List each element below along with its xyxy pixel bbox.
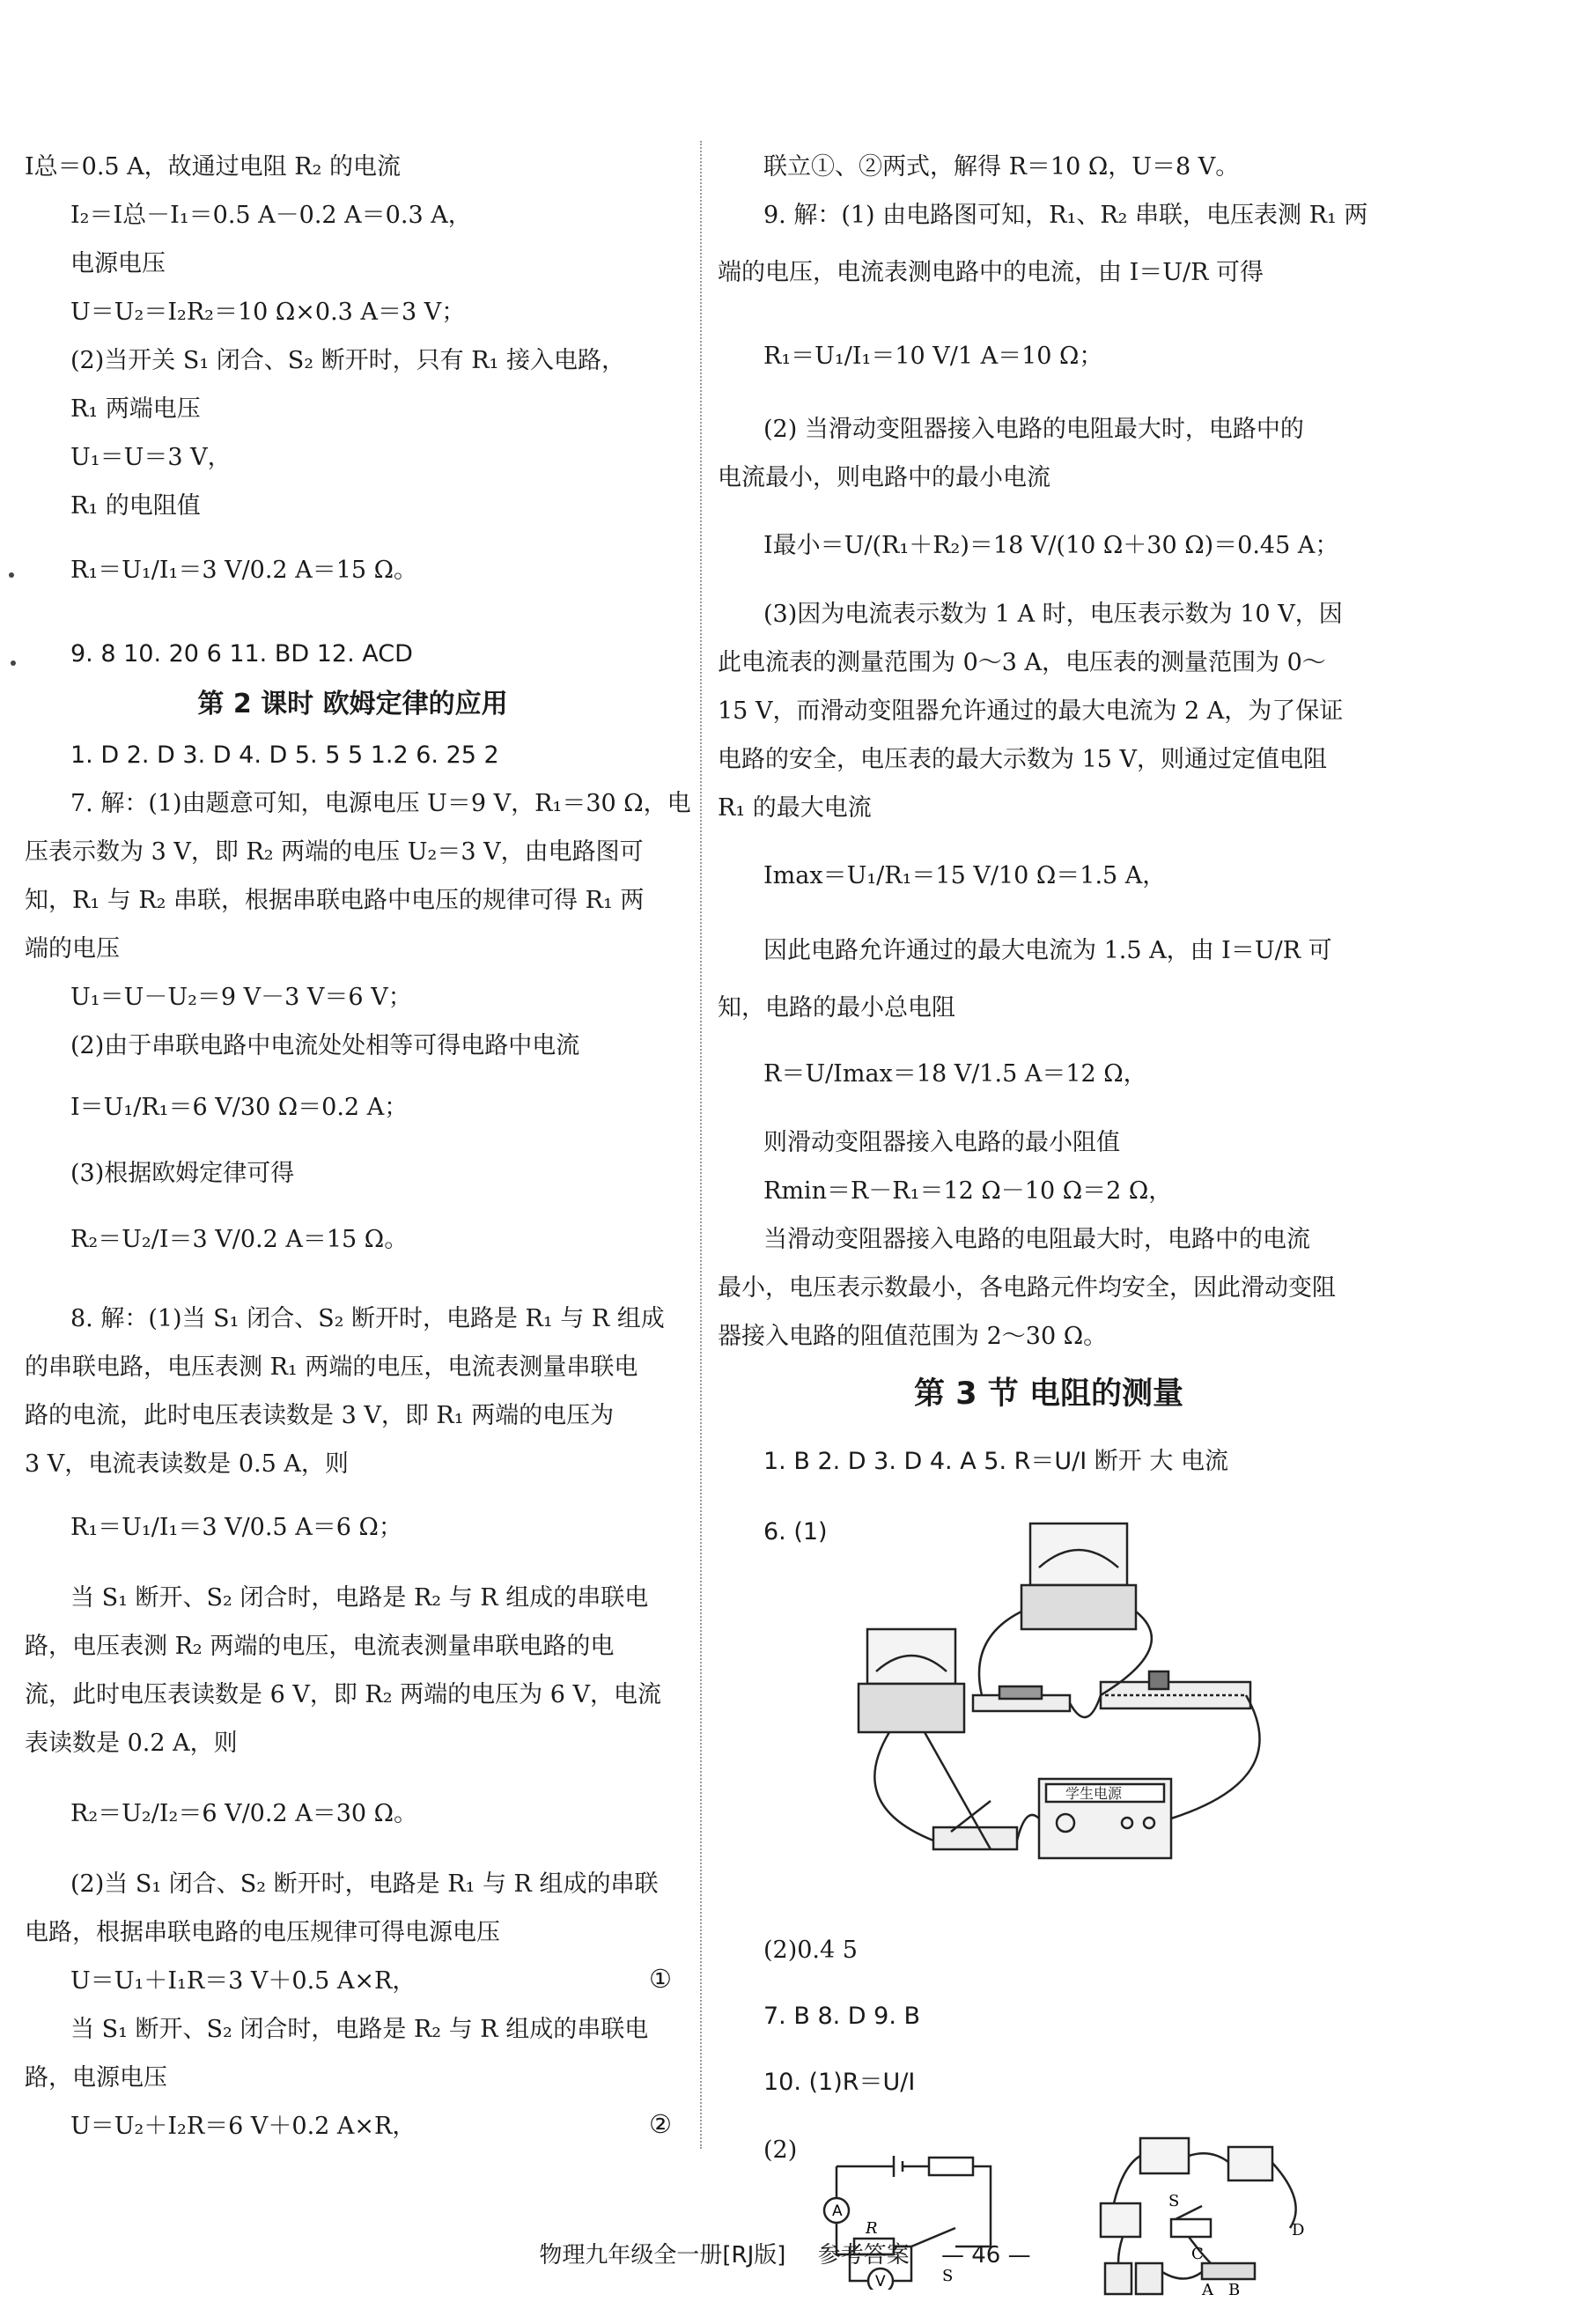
terminal-c-label: C <box>1191 2245 1204 2263</box>
switch-label: S <box>942 2267 954 2285</box>
page-footer <box>0 2237 1570 2269</box>
formula-line: R₁＝U₁/I₁＝10 V/1 A＝10 Ω； <box>763 343 1103 370</box>
equation-marker-2: ② <box>649 2109 672 2139</box>
formula-line: U＝U₂＝I₂R₂＝10 Ω×0.3 A＝3 V； <box>70 299 466 326</box>
text-line: 3 V，电流表读数是 0.5 A，则 <box>25 1450 349 1478</box>
text-line: 的串联电路，电压表测 R₁ 两端的电压，电流表测量串联电 <box>25 1354 638 1381</box>
answer-row: (2) <box>763 2136 798 2164</box>
page-number: — 46 — <box>940 2242 1031 2269</box>
resistor-label: R <box>866 2219 878 2238</box>
text-line: R₁ 两端电压 <box>70 395 201 423</box>
section-heading: 第 2 课时 欧姆定律的应用 <box>197 689 508 719</box>
text-line: (3)根据欧姆定律可得 <box>70 1160 295 1187</box>
text-line: 电路的安全，电压表的最大示数为 15 V，则通过定值电阻 <box>718 746 1328 773</box>
apparatus-sketch <box>1087 2131 1360 2298</box>
answer-row: 9. 8 10. 20 6 11. BD 12. ACD <box>70 640 413 668</box>
text-line: 最小，电压表示数最小，各电路元件均安全，因此滑动变阻 <box>718 1274 1336 1302</box>
formula-line: R₂＝U₂/I＝3 V/0.2 A＝15 Ω。 <box>70 1226 409 1253</box>
text-line: 器接入电路的阻值范围为 2～30 Ω。 <box>718 1323 1108 1350</box>
voltmeter-label: V <box>875 2273 886 2290</box>
formula-line: U＝U₂＋I₂R＝6 V＋0.2 A×R， <box>70 2113 416 2140</box>
formula-line: R＝U/Imax＝18 V/1.5 A＝12 Ω， <box>763 1060 1147 1088</box>
answer-row: 6. (1) <box>763 1518 828 1546</box>
text-line: 压表示数为 3 V，即 R₂ 两端的电压 U₂＝3 V，由电路图可 <box>25 838 644 866</box>
text-line: 电源电压 <box>70 250 166 277</box>
text-line: 9. 解：(1) 由电路图可知，R₁、R₂ 串联，电压表测 R₁ 两 <box>763 202 1368 229</box>
terminal-a-label: A <box>1202 2281 1213 2298</box>
text-line: R₁ 的最大电流 <box>718 794 872 822</box>
terminal-d-label: D <box>1292 2221 1305 2239</box>
answer-row: (2)0.4 5 <box>763 1937 858 1964</box>
formula-line: R₁＝U₁/I₁＝3 V/0.5 A＝6 Ω； <box>70 1514 402 1541</box>
text-line: (2)当开关 S₁ 闭合、S₂ 断开时，只有 R₁ 接入电路， <box>70 347 625 374</box>
text-line: 路，电压表测 R₂ 两端的电压，电流表测量串联电路的电 <box>25 1633 615 1660</box>
answer-row: 7. B 8. D 9. B <box>763 2003 921 2030</box>
formula-line: R₂＝U₂/I₂＝6 V/0.2 A＝30 Ω。 <box>70 1800 418 1827</box>
terminal-b-label: B <box>1228 2281 1241 2298</box>
text-line: 电路，根据串联电路的电压规律可得电源电压 <box>25 1919 500 1946</box>
answer-row: 1. B 2. D 3. D 4. A 5. R＝U/I 断开 大 电流 <box>763 1448 1228 1475</box>
text-line: 流，此时电压表读数是 6 V，即 R₂ 两端的电压为 6 V，电流 <box>25 1681 662 1708</box>
text-line: 8. 解：(1)当 S₁ 闭合、S₂ 断开时，电路是 R₁ 与 R 组成 <box>70 1305 665 1332</box>
text-line: 电流最小，则电路中的最小电流 <box>718 464 1050 491</box>
section-heading: 第 3 节 电阻的测量 <box>914 1376 1183 1412</box>
text-line: 7. 解：(1)由题意可知，电源电压 U＝9 V，R₁＝30 Ω，电 <box>70 790 691 817</box>
text-line: 则滑动变阻器接入电路的最小阻值 <box>763 1129 1120 1156</box>
text-line: 端的电压，电流表测电路中的电流，由 I＝U/R 可得 <box>718 259 1264 286</box>
text-line: 当 S₁ 断开、S₂ 闭合时，电路是 R₂ 与 R 组成的串联电 <box>70 1584 649 1612</box>
text-line: 知，R₁ 与 R₂ 串联，根据串联电路中电压的规律可得 R₁ 两 <box>25 887 645 914</box>
formula-line: U₁＝U－U₂＝9 V－3 V＝6 V； <box>70 984 412 1011</box>
switch-label: S <box>1168 2192 1180 2210</box>
book-title: 物理九年级全一册[RJ版] <box>539 2242 786 2269</box>
ammeter-label: A <box>832 2202 843 2220</box>
formula-line: I＝U₁/R₁＝6 V/30 Ω＝0.2 A； <box>70 1094 409 1121</box>
scan-dot <box>11 660 16 666</box>
answer-row: 1. D 2. D 3. D 4. D 5. 5 5 1.2 6. 25 2 <box>70 741 499 769</box>
formula-line: U₁＝U＝3 V， <box>70 444 232 471</box>
text-line: R₁ 的电阻值 <box>70 492 201 520</box>
power-supply-label: 学生电源 <box>1065 1785 1123 1802</box>
answer-row: 10. (1)R＝U/I <box>763 2069 916 2096</box>
text-line: 联立①、②两式，解得 R＝10 Ω，U＝8 V。 <box>763 153 1240 181</box>
text-line: 知，电路的最小总电阻 <box>718 994 955 1022</box>
text-line: 当 S₁ 断开、S₂ 闭合时，电路是 R₂ 与 R 组成的串联电 <box>70 2016 649 2043</box>
text-line: 15 V，而滑动变阻器允许通过的最大电流为 2 A，为了保证 <box>718 697 1344 725</box>
text-line: 当滑动变阻器接入电路的电阻最大时，电路中的电流 <box>763 1226 1310 1253</box>
text-line: (2)由于串联电路中电流处处相等可得电路中电流 <box>70 1032 580 1059</box>
text-line: 路的电流，此时电压表读数是 3 V，即 R₁ 两端的电压为 <box>25 1402 615 1429</box>
formula-line: U＝U₁＋I₁R＝3 V＋0.5 A×R， <box>70 1967 416 1995</box>
formula-line: Rmin＝R－R₁＝12 Ω－10 Ω＝2 Ω， <box>763 1177 1173 1205</box>
column-divider <box>700 141 702 2149</box>
text-line: 端的电压 <box>25 935 120 963</box>
scan-dot <box>9 572 14 578</box>
equation-marker-1: ① <box>649 1964 672 1994</box>
formula-line: R₁＝U₁/I₁＝3 V/0.2 A＝15 Ω。 <box>70 557 418 584</box>
circuit-apparatus-figure <box>837 1515 1338 1920</box>
text-line: (2)当 S₁ 闭合、S₂ 断开时，电路是 R₁ 与 R 组成的串联 <box>70 1870 659 1898</box>
formula-line: Imax＝U₁/R₁＝15 V/10 Ω＝1.5 A， <box>763 862 1167 889</box>
text-line: (3)因为电流表示数为 1 A 时，电压表示数为 10 V，因 <box>763 601 1343 628</box>
text-line: 路，电源电压 <box>25 2064 167 2092</box>
text-line: I总＝0.5 A，故通过电阻 R₂ 的电流 <box>25 153 402 181</box>
text-line: (2) 当滑动变阻器接入电路的电阻最大时，电路中的 <box>763 416 1304 443</box>
text-line: 此电流表的测量范围为 0～3 A，电压表的测量范围为 0～ <box>718 649 1326 676</box>
text-line: 表读数是 0.2 A，则 <box>25 1730 238 1757</box>
section-name: 参考答案 <box>817 2242 910 2269</box>
formula-line: I₂＝I总－I₁＝0.5 A－0.2 A＝0.3 A， <box>70 202 472 229</box>
formula-line: I最小＝U/(R₁＋R₂)＝18 V/(10 Ω＋30 Ω)＝0.45 A； <box>763 532 1339 559</box>
text-line: 因此电路允许通过的最大电流为 1.5 A，由 I＝U/R 可 <box>763 937 1332 964</box>
